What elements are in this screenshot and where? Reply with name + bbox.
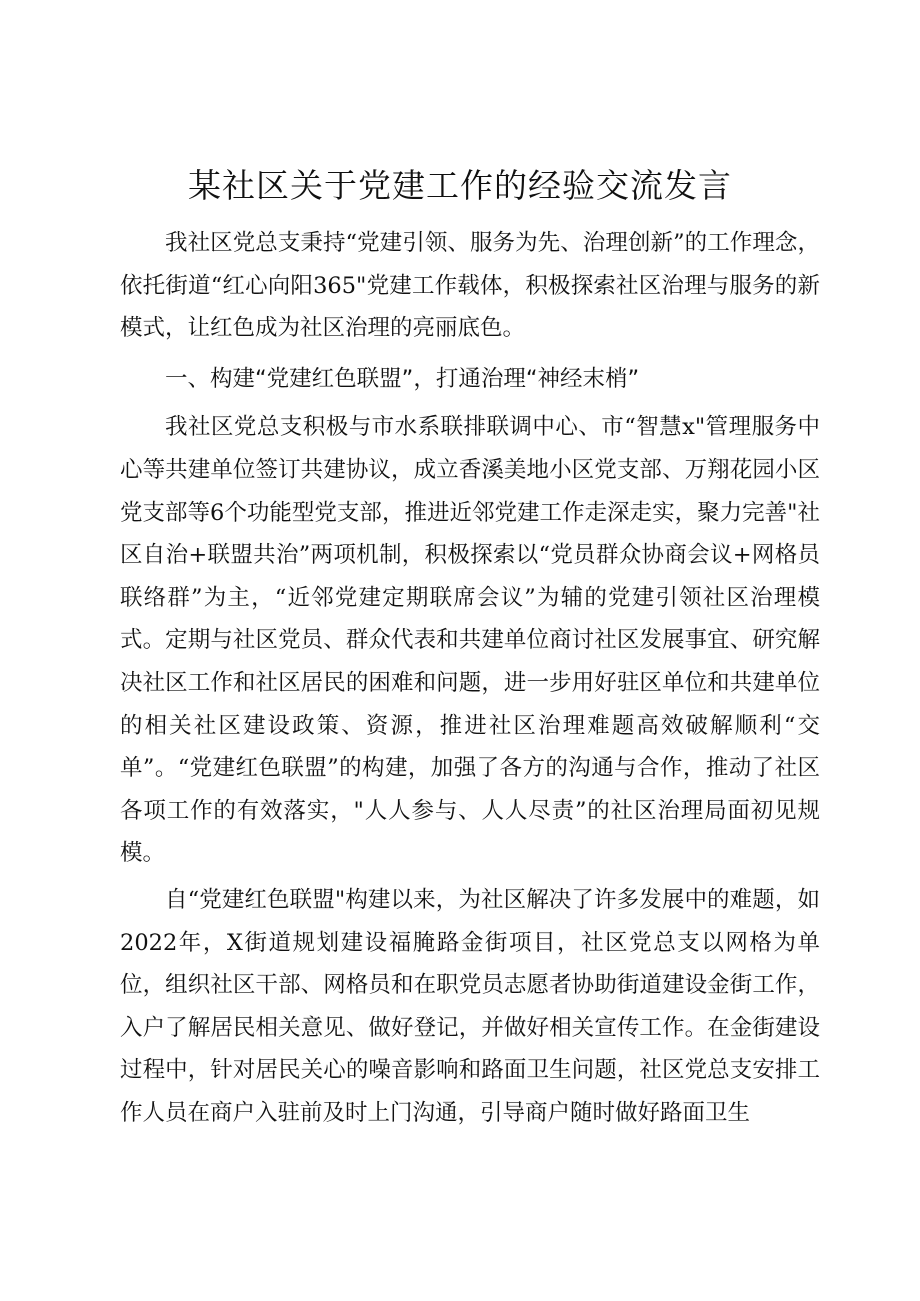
document-title: 某社区关于党建工作的经验交流发言 <box>188 166 732 205</box>
document-body <box>120 222 820 1134</box>
section1-paragraph-1: 我社区党总支积极与市水系联排联调中心、市“智慧x"管理服务中心等共建单位签订共建协议，成立香溪美地小区党支部、万翔花园小区党支部等6个功能型党支部，推进近邻党建工作走深走实，聚力完善"社区自治+联盟共治”两项机制，积极探索以“党员群众协商会议+网格员联络群”为主，“近邻党建定期联席会议”为辅的党建引领社区治理模式。定期与社区党员、群众代表和共建单位商讨社区发展事宜、研究解决社区工作和社区居民的困难和问题，进一步用好驻区单位和共建单位的相关社区建设政策、资源，推进社区治理难题高效破解顺利“交单”。“党建红色联盟”的构建，加强了各方的沟通与合作，推动了社区各项工作的有效落实，"人人参与、人人尽责”的社区治理局面初见规模。 <box>120 414 820 867</box>
spacer <box>120 350 820 354</box>
intro-paragraph: 我社区党总支秉持“党建引领、服务为先、治理创新”的工作理念，依托街道“红心向阳365"党建工作载体，积极探索社区治理与服务的新模式，让红色成为社区治理的亮丽底色。 <box>120 230 820 342</box>
section1-paragraph-2: 自“党建红色联盟"构建以来，为社区解决了许多发展中的难题，如2022年，X街道规划建设福腌路金街项目，社区党总支以网格为单位，组织社区干部、网格员和在职党员志愿者协助街道建设金街工作，入户了解居民相关意见、做好登记，并做好相关宣传工作。在金街建设过程中，针对居民关心的噪音影响和路面卫生问题，社区党总支安排工作人员在商户入驻前及时上门沟通，引导商户随时做好路面卫生 <box>120 886 820 1126</box>
section-heading-1: 一、构建“党建红色联盟”，打通治理“神经末梢” <box>165 365 640 392</box>
